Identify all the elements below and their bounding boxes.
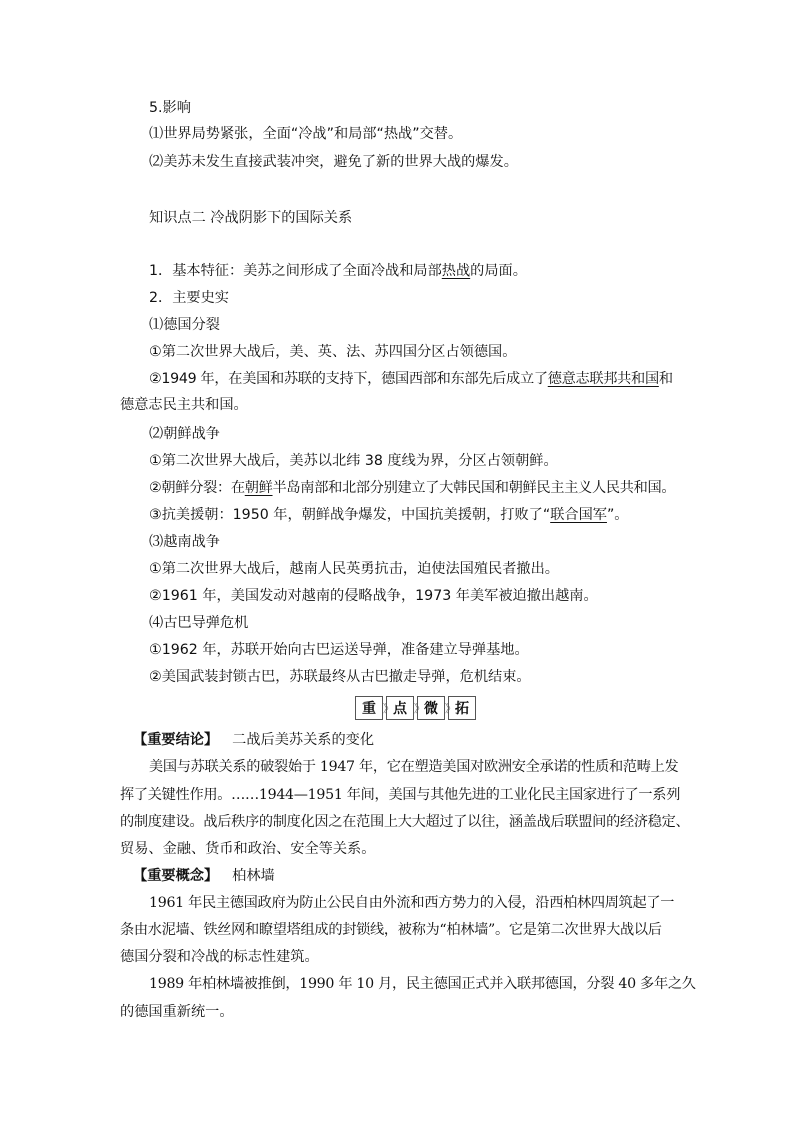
concept-heading: 【重要概念】 柏林墙 (133, 868, 275, 884)
vietnam-title: ⑶越南战争 (149, 534, 220, 550)
korea-line-2: ②朝鲜分裂：在朝鲜半岛南部和北部分别建立了大韩民国和朝鲜民主主义人民共和国。 (149, 480, 676, 496)
germany-line-3: 德意志民主共和国。 (120, 397, 248, 413)
section-5-item-2: ⑵美苏未发生直接武装冲突，避免了新的世界大战的爆发。 (149, 154, 518, 170)
basic-feature: 1．基本特征：美苏之间形成了全面冷战和局部热战的局面。 (149, 263, 527, 279)
conclusion-line-4: 贸易、金融、货币和政治、安全等关系。 (120, 841, 376, 857)
conclusion-line-3: 的制度建设。战后秩序的制度化因之在范围上大大超过了以往，涵盖战后联盟间的经济稳定、 (120, 814, 690, 830)
concept-line-5: 的德国重新统一。 (120, 1004, 234, 1020)
conclusion-line-2: 挥了关键性作用。……1944—1951 年间，美国与其他先进的工业化民主国家进行了一系列 (120, 787, 681, 803)
knowledge-point-2-title: 知识点二 冷战阴影下的国际关系 (149, 210, 353, 226)
germany-line-1: ①第二次世界大战后，美、英、法、苏四国分区占领德国。 (149, 344, 517, 360)
concept-line-3: 德国分裂和冷战的标志性建筑。 (120, 949, 319, 965)
korea-line-3: ③抗美援朝：1950 年，朝鲜战争爆发，中国抗美援朝，打败了“联合国军”。 (149, 507, 629, 523)
cuba-line-1: ①1962 年，苏联开始向古巴运送导弹，准备建立导弹基地。 (149, 642, 529, 658)
concept-line-2: 条由水泥墙、铁丝网和瞭望塔组成的封锁线，被称为“柏林墙”。它是第二次世界大战以后 (120, 922, 662, 938)
vietnam-line-1: ①第二次世界大战后，越南人民英勇抗击，迫使法国殖民者撤出。 (149, 561, 559, 577)
banner-char: 微 》 (417, 696, 445, 720)
banner-char: 拓 (448, 696, 476, 720)
concept-line-1: 1961 年民主德国政府为防止公民自由外流和西方势力的入侵，沿西柏林四周筑起了一 (149, 895, 675, 911)
main-facts-title: 2．主要史实 (149, 290, 229, 306)
cuba-line-2: ②美国武装封锁古巴，苏联最终从古巴撤走导弹，危机结束。 (149, 669, 531, 685)
conclusion-heading: 【重要结论】 二战后美苏关系的变化 (133, 732, 375, 748)
korea-line-1: ①第二次世界大战后，美苏以北纬 38 度线为界，分区占领朝鲜。 (149, 453, 558, 469)
section-5-item-1: ⑴世界局势紧张，全面“冷战”和局部“热战”交替。 (149, 126, 463, 142)
banner-char: 重 》 (355, 696, 383, 720)
focus-extension-banner (355, 696, 479, 720)
concept-line-4: 1989 年柏林墙被推倒，1990 年 10 月，民主德国正式并入联邦德国，分裂 40 多年之久 (149, 976, 696, 992)
germany-title: ⑴德国分裂 (149, 317, 220, 333)
cuba-title: ⑷古巴导弹危机 (149, 615, 249, 631)
korea-title: ⑵朝鲜战争 (149, 426, 220, 442)
vietnam-line-2: ②1961 年，美国发动对越南的侵略战争，1973 年美军被迫撤出越南。 (149, 588, 598, 604)
banner-char: 点 》 (386, 696, 414, 720)
germany-line-2: ②1949 年，在美国和苏联的支持下，德国西部和东部先后成立了德意志联邦共和国和 (149, 371, 673, 387)
conclusion-line-1: 美国与苏联关系的破裂始于 1947 年，它在塑造美国对欧洲安全承诺的性质和范畴上发 (149, 759, 679, 775)
section-5-title: 5.影响 (149, 100, 191, 116)
